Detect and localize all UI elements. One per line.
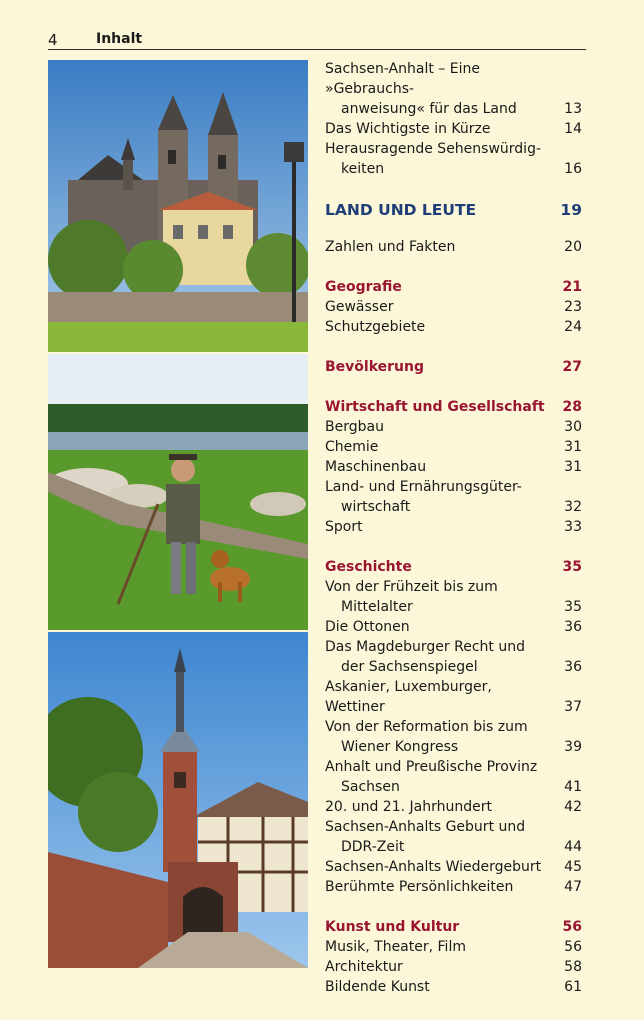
toc-entry-title: Wirtschaft und Gesellschaft — [325, 399, 545, 415]
toc-entry-title: Askanier, Luxemburger, Wettiner — [325, 679, 492, 715]
toc-entry-title: Bevölkerung — [325, 359, 424, 375]
toc-page-number: 23 — [564, 299, 582, 315]
toc-entry-title: Geschichte — [325, 559, 412, 575]
toc-page-number: 36 — [564, 619, 582, 635]
toc-page-number: 47 — [564, 879, 582, 895]
toc-page-number: 39 — [564, 739, 582, 755]
toc-entry[interactable] — [325, 577, 582, 617]
toc-entry-title: Wiener Kongress — [341, 739, 459, 755]
toc-page-number: 41 — [564, 779, 582, 795]
toc-entry-title: Bergbau — [325, 419, 384, 435]
toc-entry[interactable] — [325, 437, 582, 457]
toc-entry[interactable] — [325, 637, 582, 677]
toc-page-number: 35 — [564, 599, 582, 615]
toc-entry-title: Sachsen — [341, 779, 400, 795]
toc-entry-title: wirtschaft — [341, 499, 411, 515]
toc-entry-title: Berühmte Persönlichkeiten — [325, 879, 514, 895]
toc-spacer — [325, 221, 582, 237]
toc-page-number: 32 — [564, 499, 582, 515]
toc-entry-title: Kunst und Kultur — [325, 919, 460, 935]
toc-page-number: 31 — [564, 459, 582, 475]
toc-entry-title: DDR-Zeit — [341, 839, 405, 855]
toc-page-number: 61 — [564, 979, 582, 995]
toc-entry-title: Zahlen und Fakten — [325, 239, 456, 255]
toc-page-number: 37 — [564, 699, 582, 715]
toc-entry[interactable] — [325, 877, 582, 897]
toc-page-number: 28 — [562, 399, 582, 415]
toc-page-number: 27 — [562, 359, 582, 375]
toc-entry[interactable] — [325, 297, 582, 317]
photo-shepherd — [48, 354, 308, 630]
toc-page-number: 45 — [564, 859, 582, 875]
toc-entry-title: Sachsen-Anhalts Wiedergeburt — [325, 859, 542, 875]
toc-entry[interactable] — [325, 857, 582, 877]
toc-entry-title: Anhalt und Preußische Provinz — [325, 759, 538, 775]
toc-entry-title: der Sachsenspiegel — [341, 659, 478, 675]
toc-entry[interactable] — [325, 237, 582, 257]
toc-entry-title: Architektur — [325, 959, 403, 975]
toc-spacer — [325, 257, 582, 277]
toc-entry[interactable] — [325, 757, 582, 797]
toc-entry[interactable] — [325, 717, 582, 757]
toc-section-heading[interactable] — [325, 557, 582, 577]
toc-entry-title: Von der Reformation bis zum — [325, 719, 528, 735]
toc-entry[interactable] — [325, 417, 582, 437]
toc-entry-title: Das Magdeburger Recht und — [325, 639, 525, 655]
toc-page-number: 14 — [564, 121, 582, 137]
toc-entry[interactable] — [325, 317, 582, 337]
toc-entry-title: Herausragende Sehenswürdig- — [325, 141, 542, 157]
toc-entry-title: 20. und 21. Jahrhundert — [325, 799, 492, 815]
toc-entry[interactable] — [325, 119, 582, 139]
toc-page-number: 31 — [564, 439, 582, 455]
toc-section-heading[interactable] — [325, 397, 582, 417]
toc-entry-title: Von der Frühzeit bis zum — [325, 579, 498, 595]
toc-entry-title: Musik, Theater, Film — [325, 939, 466, 955]
toc-entry-title: Bildende Kunst — [325, 979, 430, 995]
toc-entry-title: Das Wichtigste in Kürze — [325, 121, 491, 137]
toc-spacer — [325, 377, 582, 397]
toc-entry-title: keiten — [341, 161, 385, 177]
toc-page-number: 21 — [562, 279, 582, 295]
table-of-contents — [325, 59, 582, 997]
toc-entry[interactable] — [325, 477, 582, 517]
toc-entry-title: anweisung« für das Land — [341, 101, 517, 117]
toc-section-heading[interactable] — [325, 917, 582, 937]
toc-entry-title: Gewässer — [325, 299, 394, 315]
toc-entry[interactable] — [325, 517, 582, 537]
toc-page-number: 16 — [564, 161, 582, 177]
toc-chapter[interactable] — [325, 199, 582, 221]
toc-entry-title: Mittelalter — [341, 599, 413, 615]
toc-entry-title: Maschinenbau — [325, 459, 427, 475]
toc-entry[interactable] — [325, 457, 582, 477]
page-header — [48, 30, 586, 50]
toc-entry-title: Schutzgebiete — [325, 319, 426, 335]
section-title: Inhalt — [96, 31, 143, 47]
photo-column — [48, 60, 308, 968]
toc-spacer — [325, 337, 582, 357]
toc-spacer — [325, 537, 582, 557]
toc-spacer — [325, 179, 582, 199]
toc-page-number: 58 — [564, 959, 582, 975]
toc-entry[interactable] — [325, 937, 582, 957]
toc-page-number: 56 — [562, 919, 582, 935]
toc-page-number: 24 — [564, 319, 582, 335]
toc-page-number: 42 — [564, 799, 582, 815]
toc-page-number: 19 — [560, 201, 582, 219]
toc-entry[interactable] — [325, 957, 582, 977]
toc-page-number: 13 — [564, 101, 582, 117]
toc-page-number: 36 — [564, 659, 582, 675]
header-rule — [48, 49, 586, 50]
toc-entry-title: Sport — [325, 519, 363, 535]
photo-cathedral — [48, 60, 308, 352]
toc-entry-title: Geografie — [325, 279, 402, 295]
page-number: 4 — [48, 31, 58, 49]
toc-entry[interactable] — [325, 139, 582, 179]
toc-entry-title: Sachsen-Anhalts Geburt und — [325, 819, 526, 835]
toc-page-number: 44 — [564, 839, 582, 855]
toc-entry-title: Die Ottonen — [325, 619, 410, 635]
toc-entry[interactable] — [325, 59, 582, 119]
toc-entry[interactable] — [325, 977, 582, 997]
toc-entry[interactable] — [325, 617, 582, 637]
toc-section-heading[interactable] — [325, 357, 582, 377]
toc-entry-title: LAND UND LEUTE — [325, 201, 477, 219]
toc-page-number: 35 — [562, 559, 582, 575]
toc-entry[interactable] — [325, 677, 582, 717]
toc-entry-title: Sachsen-Anhalt – Eine »Gebrauchs- — [325, 61, 480, 97]
toc-page-number: 56 — [564, 939, 582, 955]
toc-entry[interactable] — [325, 817, 582, 857]
photo-old-town — [48, 632, 308, 968]
toc-entry-title: Land- und Ernährungsgüter- — [325, 479, 522, 495]
toc-section-heading[interactable] — [325, 277, 582, 297]
toc-entry-title: Chemie — [325, 439, 379, 455]
toc-page-number: 20 — [564, 239, 582, 255]
toc-page-number: 30 — [564, 419, 582, 435]
toc-page-number: 33 — [564, 519, 582, 535]
toc-entry[interactable] — [325, 797, 582, 817]
toc-spacer — [325, 897, 582, 917]
